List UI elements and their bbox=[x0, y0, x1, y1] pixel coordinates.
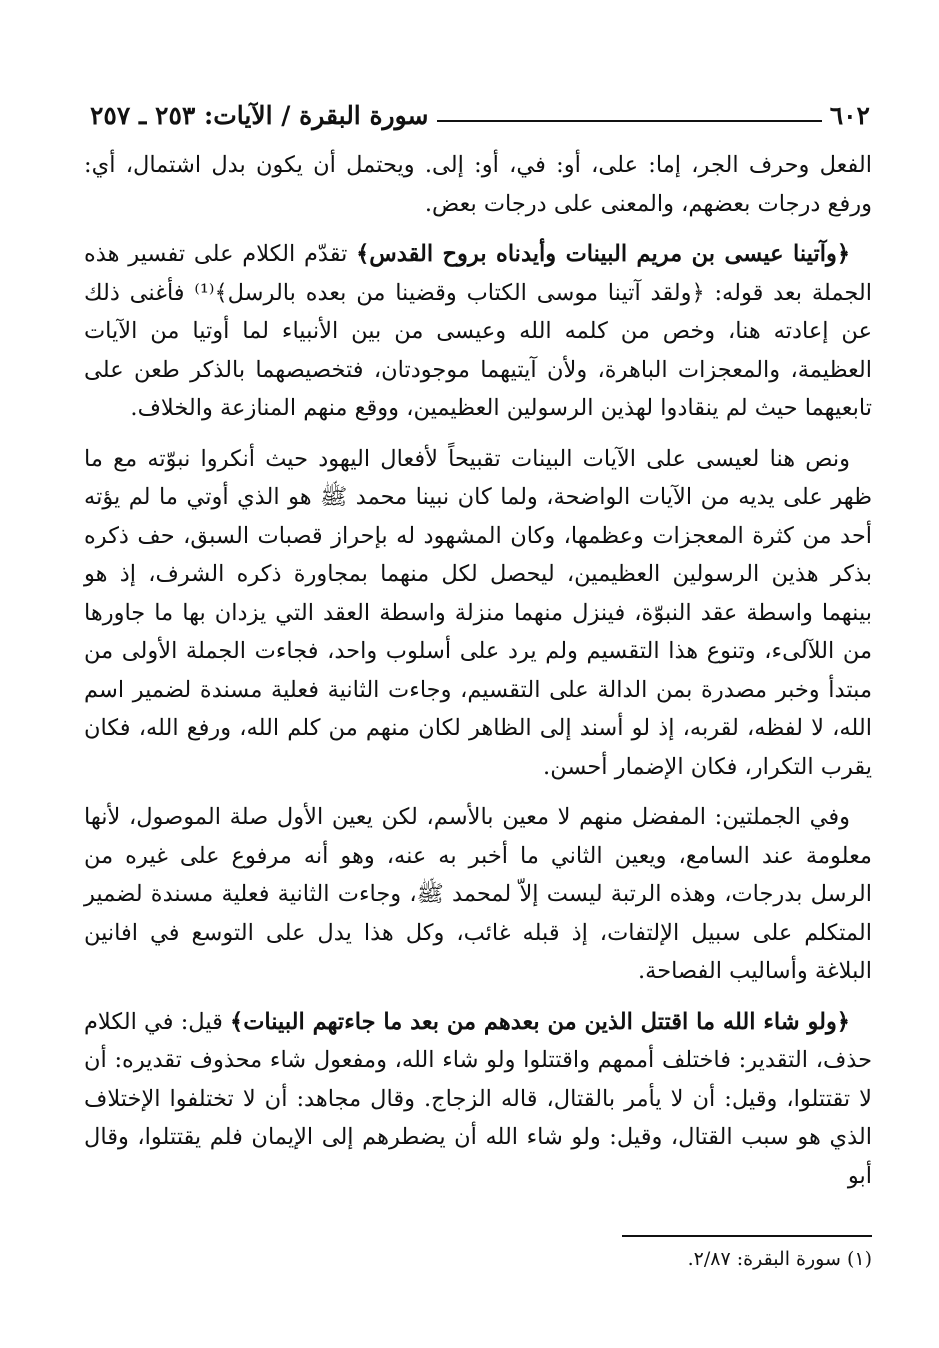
running-header bbox=[90, 90, 870, 130]
footnote-separator bbox=[622, 1235, 872, 1237]
paragraph-text: وفي الجملتين: المفضل منهم لا معين بالأسم، لكن يعين الأول صلة الموصول، لأنها معلومة عند السامع، ويعين الثاني ما أخبر به عنه، وهو أنه مرفوع على غيره من الرسل بدرجات، وهذه الرتبة ليست إلاّ لمحمد ﷺ، وجاءت الثانية فعلية مسندة لضمير المتكلم على سبيل الإلتفات، إذ قبله غائب، وكل هذا يدل على التوسع في افانين البلاغة وأساليب الفصاحة. bbox=[84, 804, 872, 984]
paragraph-text: ونص هنا لعيسى على الآيات البينات تقبيحاً لأفعال اليهود حيث أنكروا نبوّته مع ما ظهر على يديه من الآيات الواضحة، ولما كان نبينا محمد ﷺ هو الذي أوتي ما لم يؤته أحد من كثرة المعجزات وعظمها، وكان المشهود له بإحراز قصبات السبق، حف ذكره بذكر هذين الرسولين العظيمين، ليحصل لكل منهما بمجاورة ذكره الشرف، إذ هو بينهما واسطة عقد النبوّة، فينزل منهما منزلة واسطة العقد التي يزدان بها ما جاورها من اللآلىء، وتنوع هذا التقسيم ولم يرد على أسلوب واحد، فجاءت الجملة الأولى من مبتدأ وخبر مصدرة بمن الدالة على التقسيم، وجاءت الثانية فعلية مسندة لضمير اسم الله، لا لفظه، لقربه، إذ لو أسند إلى الظاهر لكان منهم من كلم الله، ورفع الله، فكان يقرب التكرار، فكان الإضمار أحسن. bbox=[84, 445, 872, 780]
running-title: سورة البقرة / الآيات: ٢٥٣ ـ ٢٥٧ bbox=[90, 101, 429, 130]
paragraph bbox=[84, 146, 872, 223]
paragraph-text: تقدّم الكلام على تفسير هذه الجملة بعد قوله: ﴿ولقد آتينا موسى الكتاب وقضينا من بعده بالرسل﴾⁽¹⁾ فأغنى ذلك عن إعادته هنا، وخص من كلمه الله وعيسى من بين الأنبياء لما أوتيا من الآيات العظيمة، والمعجزات الباهرة، ولأن آيتيهما موجودتان، فتخصيصهما بالذكر طعن على تابعيهما حيث لم ينقادوا لهذين الرسولين العظيمين، ووقع منهم المنازعة والخلاف. bbox=[84, 241, 872, 421]
paragraph bbox=[84, 440, 872, 787]
quran-verse: ﴿ولو شاء الله ما اقتتل الذين من بعدهم من بعد ما جاءتهم البينات﴾ bbox=[230, 1008, 850, 1035]
footnote: (١) سورة البقرة: ٢/٨٧. bbox=[687, 1248, 872, 1270]
quran-verse: ﴿وآتينا عيسى بن مريم البينات وأيدناه بروح القدس﴾ bbox=[356, 241, 851, 267]
header-rule bbox=[437, 120, 822, 122]
paragraph bbox=[84, 1003, 872, 1196]
page-number: ٦٠٢ bbox=[829, 101, 870, 130]
main-text bbox=[84, 146, 872, 1207]
paragraph bbox=[84, 798, 872, 991]
paragraph-text: قيل: في الكلام حذف، التقدير: فاختلف أممهم واقتتلوا ولو شاء الله، ومفعول شاء محذوف تقديره: أن لا تقتتلوا، وقيل: أن لا يأمر بالقتال، قاله الزجاج. وقال مجاهد: أن لا تختلفوا الإختلاف الذي هو سبب القتال، وقيل: ولو شاء الله أن يضطرهم إلى الإيمان فلم يقتتلوا، وقال أبو bbox=[84, 1008, 872, 1189]
paragraph-text: الفعل وحرف الجر، إما: على، أو: في، أو: إلى. ويحتمل أن يكون بدل اشتمال، أي: ورفع درجات بعضهم، والمعنى على درجات بعض. bbox=[84, 152, 872, 217]
paragraph bbox=[84, 235, 872, 428]
